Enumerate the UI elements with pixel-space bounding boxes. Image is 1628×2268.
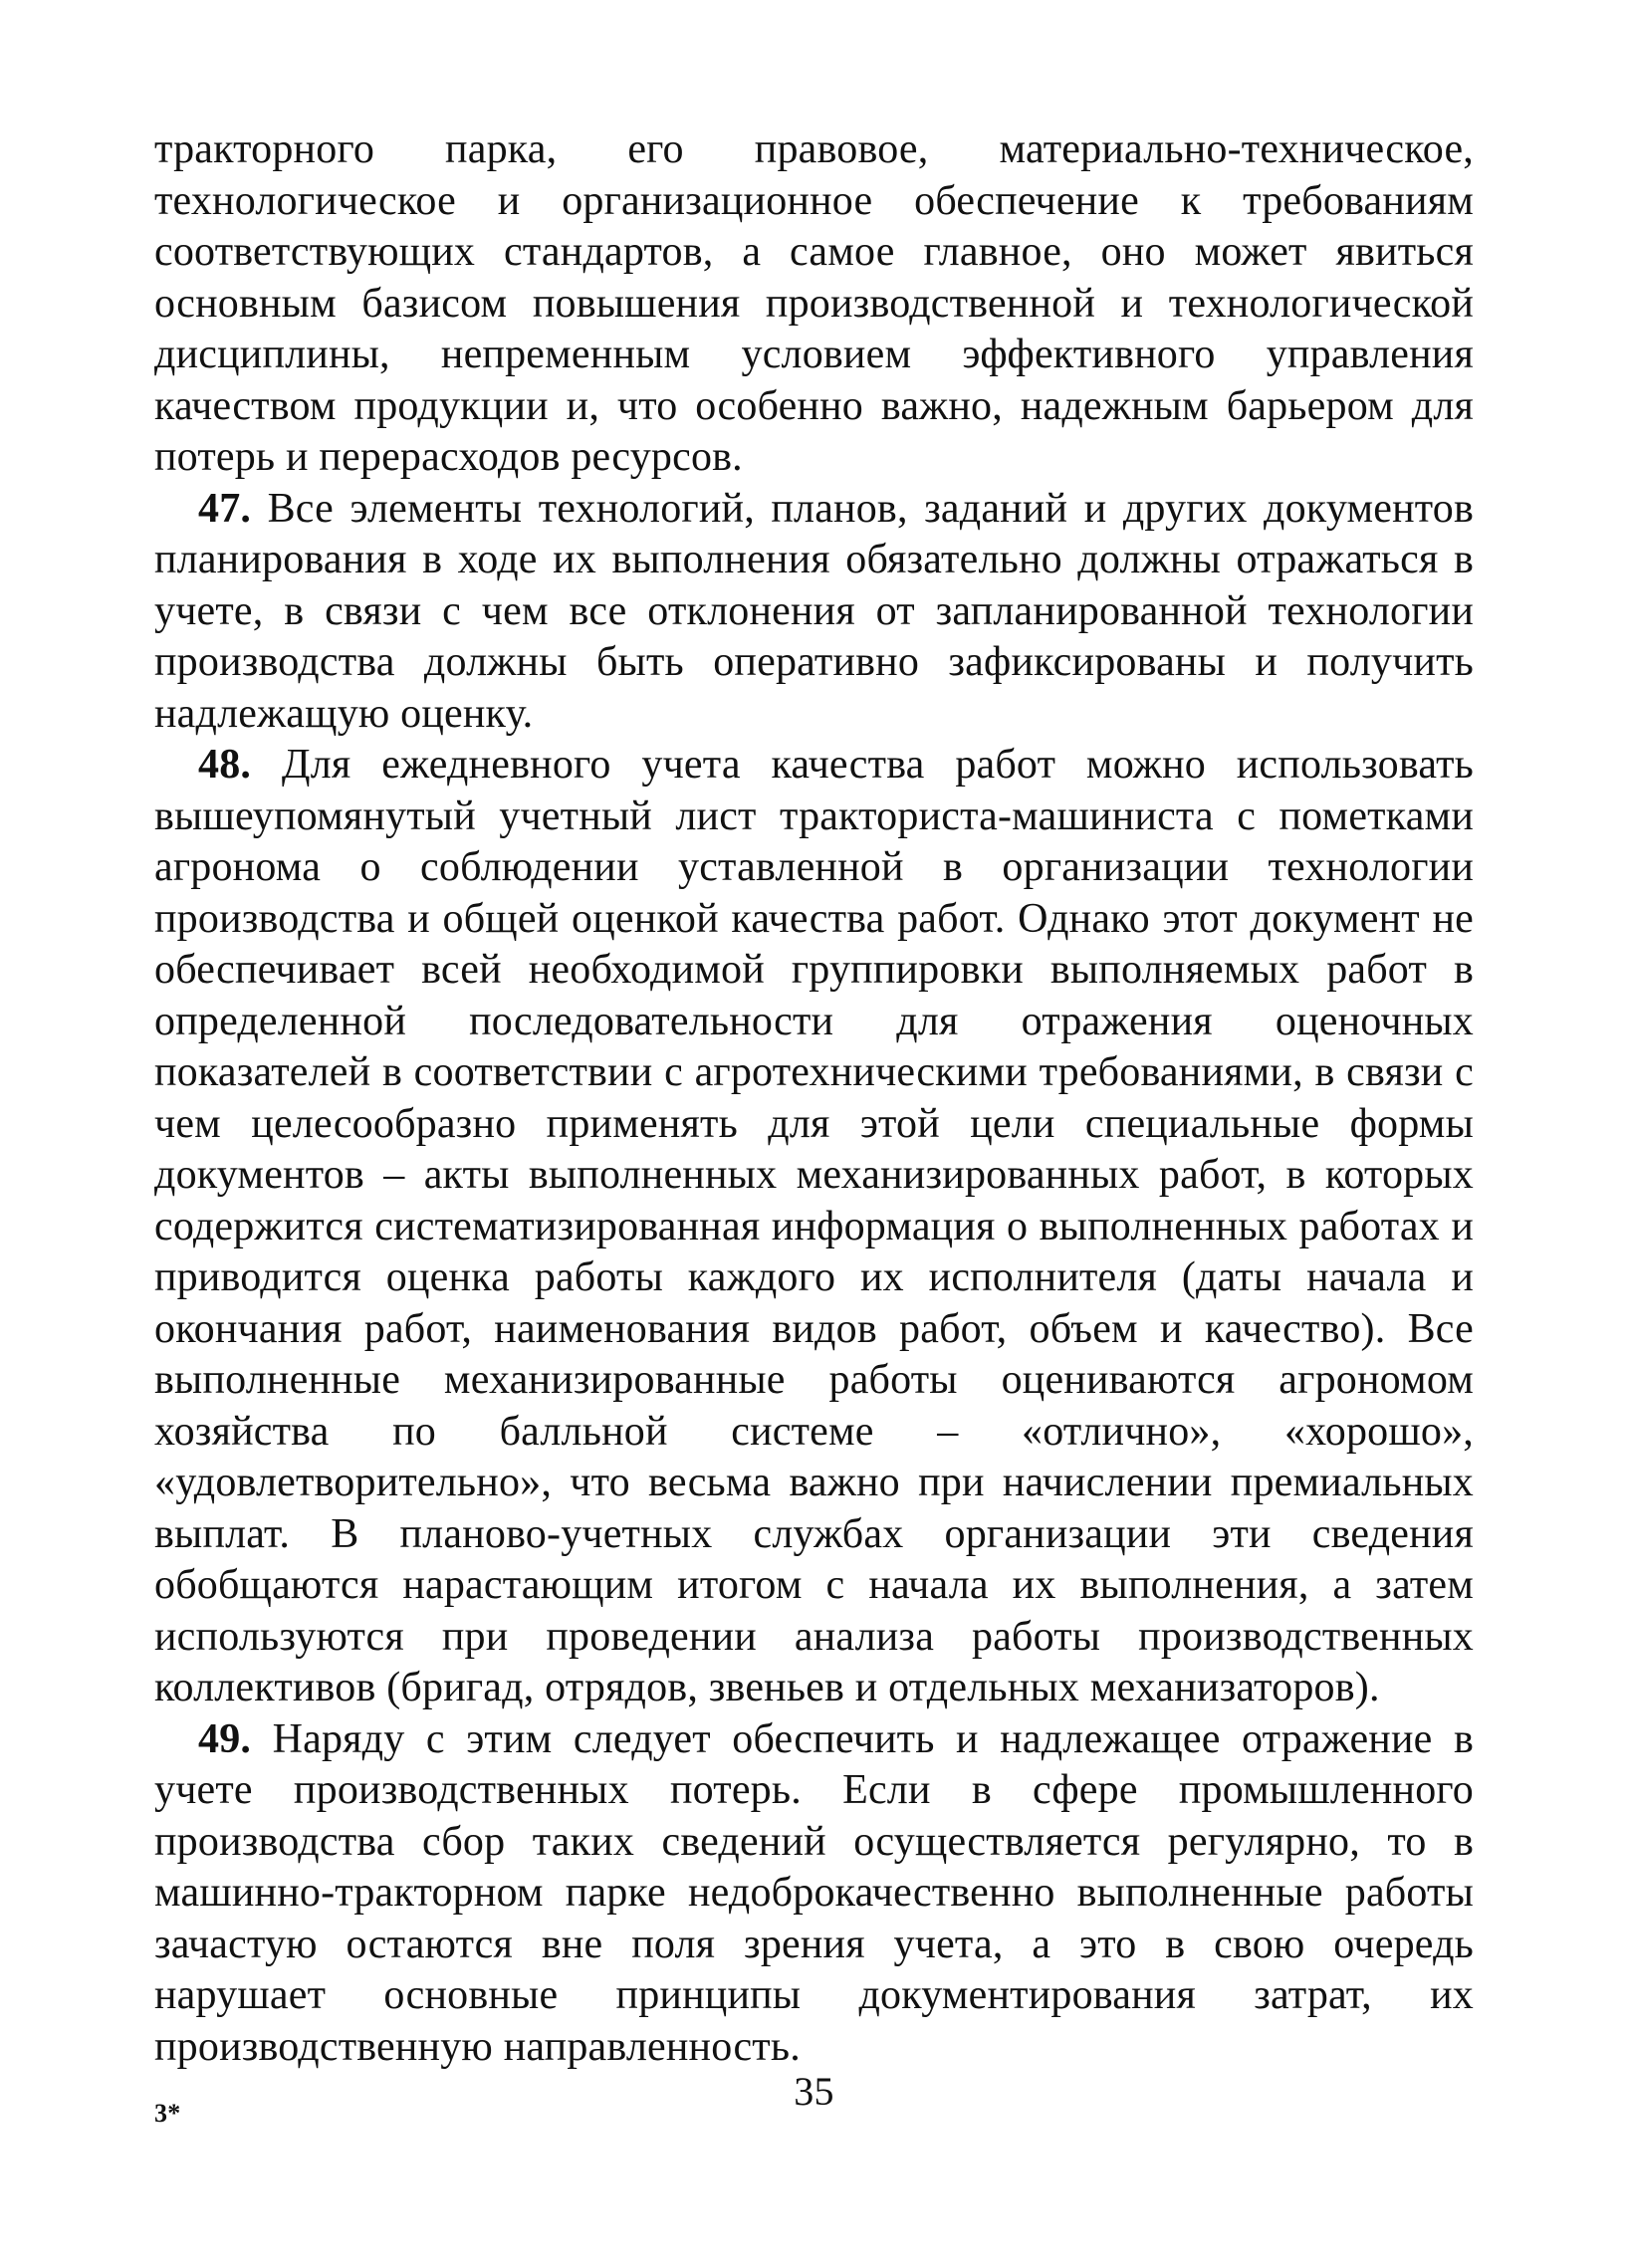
body-text [154, 124, 1474, 2073]
paragraph-number: 48. [198, 742, 252, 788]
paragraph-text: тракторного парка, его правовое, материально-техническое, технологическое и организационное обеспечение к требованиям соответствующих стандартов, а самое главное, оно может явиться основным базисом повышения производственной и технологической дисциплины, непременным условием эффективного управления качеством продукции и, что особенно важно, надежным барьером для потерь и перерасходов ресурсов. [154, 126, 1474, 480]
document-page [154, 124, 1474, 2268]
paragraph-continuation [154, 124, 1474, 484]
paragraph-number: 47. [198, 485, 252, 532]
paragraph-47 [154, 484, 1474, 741]
page-footer [154, 2066, 1474, 2146]
paragraph-text: Для ежедневного учета качества работ можно использовать вышеупомянутый учетный лист тракториста-машиниста с пометками агронома о соблюдении уставленной в организации технологии производства и общей оценкой качества работ. Однако этот документ не обеспечивает всей необходимой группировки выполняемых работ в определенной последовательности для отражения оценочных показателей в соответствии с агротехническими требованиями, в связи с чем целесообразно применять для этой цели специальные формы документов – акты выполненных механизированных работ, в которых содержится систематизированная информация о выполненных работах и приводится оценка работы каждого их исполнителя (даты начала и окончания работ, наименования видов работ, объем и качество). Все выполненные механизированные работы оцениваются агрономом хозяйства по балльной системе – «отлично», «хорошо», «удовлетворительно», что весьма важно при начислении премиальных выплат. В планово-учетных службах организации эти сведения обобщаются нарастающим итогом с начала их выполнения, а затем используются при проведении анализа работы производственных коллективов (бригад, отрядов, звеньев и отдельных механизаторов). [154, 742, 1474, 1710]
paragraph-49 [154, 1714, 1474, 2074]
paragraph-text: Наряду с этим следует обеспечить и надлежащее отражение в учете производственных потерь. Если в сфере промышленного производства сбор таких сведений осуществляется регулярно, то в машинно-тракторном парке недоброкачественно выполненные работы зачастую остаются вне поля зрения учета, а это в свою очередь нарушает основные принципы документирования затрат, их производственную направленность. [154, 1715, 1474, 2070]
paragraph-48 [154, 740, 1474, 1714]
paragraph-number: 49. [198, 1715, 252, 1762]
paragraph-text: Все элементы технологий, планов, заданий и других документов планирования в ходе их выполнения обязательно должны отражаться в учете, в связи с чем все отклонения от запланированной технологии производства должны быть оперативно зафиксированы и получить надлежащую оценку. [154, 485, 1474, 737]
signature-mark: 3* [154, 2099, 181, 2128]
page-number: 35 [794, 2069, 834, 2114]
